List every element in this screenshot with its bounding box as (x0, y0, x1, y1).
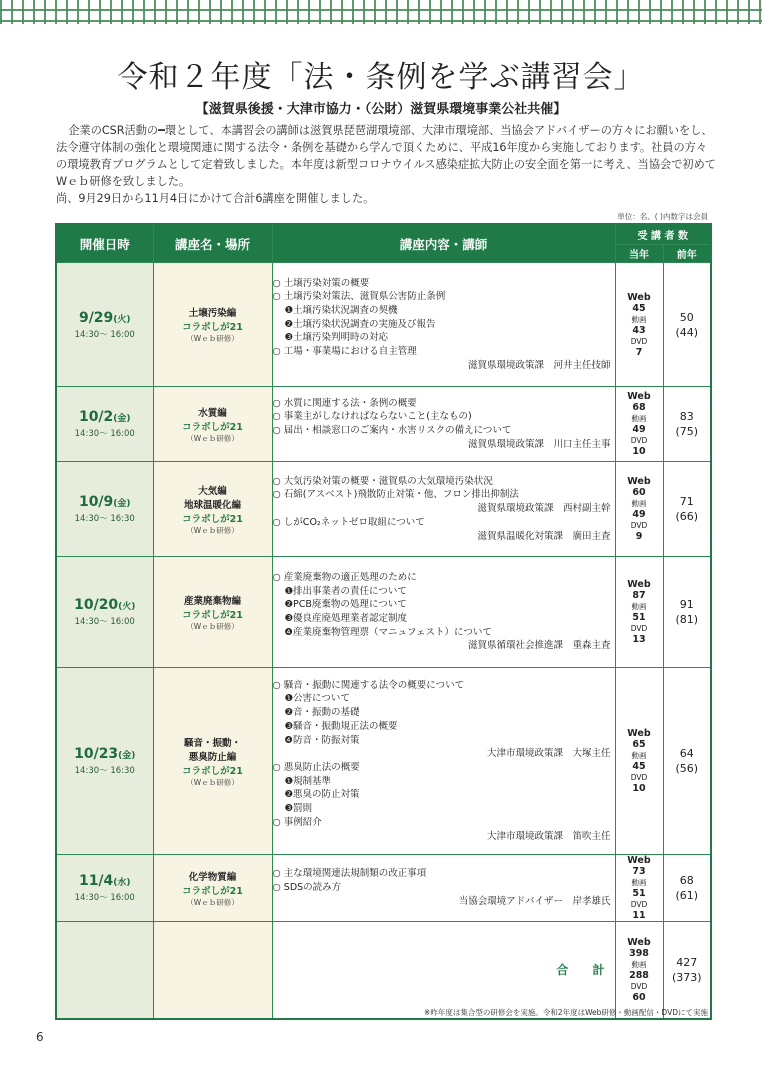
attendee-value: 87 (632, 590, 646, 601)
table-row (56, 668, 711, 855)
content-item: ○ 事例紹介 (272, 816, 322, 828)
attendee-value: 288 (629, 969, 649, 981)
attendee-value: DVD (630, 900, 648, 909)
attendee-value: 51 (632, 612, 646, 623)
content-item: ○ 石綿(アスベスト)飛散防止対策・他、フロン排出抑制法 (272, 489, 519, 501)
attendee-value: 動画 (631, 751, 647, 760)
content-item: ❹防音・防振対策 (284, 734, 360, 746)
attendee-value: 60 (632, 487, 646, 498)
attendee-value: Web (627, 579, 651, 590)
attendee-value: (66) (675, 510, 699, 523)
attendee-value: 71 (679, 495, 694, 508)
content-item: ❷音・振動の基礎 (284, 707, 360, 719)
day-of-week: (火) (113, 314, 131, 325)
course-name-cell (153, 557, 272, 668)
lecturer: 滋賀県環境政策課 河井主任技師 (467, 359, 611, 371)
footnote: ※昨年度は集合型の研修会を実施。令和2年度はWeb研修・動画配信・DVDにて実施 (424, 1008, 708, 1017)
course-name: 地球温暖化編 (183, 499, 241, 511)
content-item: ❸騒音・振動規正法の概要 (284, 720, 398, 732)
total-last-year (663, 922, 711, 1019)
attendee-value: DVD (630, 981, 648, 991)
attendee-value: Web (627, 855, 651, 866)
course-name-cell (153, 387, 272, 462)
attendee-value: 9 (635, 531, 643, 542)
course-name: 悪臭防止編 (188, 751, 237, 763)
time-range: 14:30～ 16:00 (74, 429, 135, 439)
attendees-this-year (615, 557, 663, 668)
course-name: 騒音・振動・ (183, 737, 241, 749)
attendee-value: 動画 (631, 878, 647, 887)
course-name: 水質編 (198, 407, 227, 419)
lecturer: 滋賀県環境政策課 川口主任主事 (467, 438, 611, 450)
total-blank (153, 922, 272, 1019)
attendees-last-year (663, 462, 711, 557)
intro-text (56, 122, 716, 207)
date-value: 10/2 (78, 409, 114, 425)
attendee-value: DVD (630, 336, 648, 346)
course-name: 大気編 (198, 485, 227, 497)
header-attendees: 受 講 者 数 (615, 224, 711, 244)
format-note: （Wｅｂ研修） (186, 777, 239, 787)
attendee-value: Web (627, 476, 651, 487)
time-range: 14:30～ 16:00 (74, 893, 135, 903)
content-cell (272, 263, 615, 387)
header-name: 講座名・場所 (153, 224, 272, 263)
header-content: 講座内容・講師 (272, 224, 615, 263)
content-item: ❷PCB廃棄物の処理について (284, 599, 407, 611)
content-item: ❶規制基準 (284, 775, 332, 787)
attendee-value: (81) (675, 613, 699, 626)
content-item: ○ 土壌汚染対策法、滋賀県公害防止条例 (272, 291, 446, 303)
attendee-value: Web (627, 728, 651, 739)
course-name-cell (153, 668, 272, 855)
attendee-value: 43 (632, 324, 646, 336)
attendee-value: 45 (632, 302, 646, 314)
intro-paragraph: 尚、9月29日から11月4日にかけて合計6講座を開催しました。 (56, 192, 375, 205)
lecturer: 大津市環境政策課 笛吹主任 (486, 830, 611, 842)
attendee-value: 49 (632, 509, 646, 520)
day-of-week: (金) (118, 751, 136, 761)
unit-note: 単位：名、( )内数字は会員 (617, 212, 708, 221)
attendee-value: Web (627, 291, 651, 303)
attendee-value: 65 (632, 739, 646, 750)
lecturer: 滋賀県温暖化対策課 廣田主査 (477, 530, 611, 542)
lecturer: 当協会環境アドバイザー 岸孝雄氏 (458, 895, 611, 907)
date-value: 10/9 (78, 494, 114, 510)
date-cell (56, 668, 153, 855)
content-item: ❸土壌汚染判明時の対応 (284, 332, 389, 344)
venue: コラボしが21 (182, 421, 243, 433)
attendee-value: (44) (675, 325, 699, 339)
grid-pattern-header (0, 0, 762, 28)
attendees-last-year (663, 387, 711, 462)
page-title: 令和２年度「法・条例を学ぶ講習会」 (117, 60, 645, 95)
attendee-value: DVD (630, 624, 648, 633)
attendees-this-year (615, 668, 663, 855)
attendees-last-year (663, 263, 711, 387)
venue: コラボしが21 (182, 609, 243, 621)
course-name-cell (153, 855, 272, 922)
attendee-value: Web (627, 391, 651, 402)
attendee-value: 動画 (631, 499, 647, 508)
content-item: ❹産業廃棄物管理票（マニュフェスト）について (284, 626, 492, 638)
attendee-value: (56) (675, 762, 699, 775)
date-line (57, 409, 153, 425)
content-cell (272, 462, 615, 557)
content-item: ❶排出事業者の責任について (284, 585, 407, 597)
attendee-value: 60 (632, 991, 646, 1003)
content-item: ○ 大気汚染対策の概要・滋賀県の大気環境汚染状況 (272, 475, 493, 487)
table-row (56, 263, 711, 387)
attendee-value: 68 (679, 874, 694, 887)
date-value: 11/4 (78, 873, 114, 889)
lecturer: 滋賀県循環社会推進課 重森主査 (467, 640, 611, 652)
attendee-value: 7 (635, 346, 643, 358)
attendee-value: 10 (632, 783, 646, 794)
table-row (56, 462, 711, 557)
attendee-value: 83 (679, 410, 694, 423)
attendee-value: 動画 (631, 414, 647, 423)
lecturer: 滋賀県環境政策課 西村副主幹 (477, 503, 611, 515)
content-item: ○ 工場・事業場における自主管理 (272, 346, 417, 358)
attendees-last-year (663, 668, 711, 855)
attendee-value: 45 (632, 761, 646, 772)
content-item: ❷悪臭の防止対策 (284, 789, 360, 801)
attendee-value: DVD (630, 521, 648, 530)
attendees-last-year (663, 855, 711, 922)
attendee-value: 73 (632, 866, 646, 877)
date-line (57, 310, 153, 326)
format-note: （Wｅｂ研修） (186, 334, 239, 343)
date-cell (56, 387, 153, 462)
total-label: 合 計 (272, 922, 615, 1019)
format-note: （Wｅｂ研修） (186, 621, 239, 631)
attendee-value: Web (627, 936, 651, 948)
venue: コラボしが21 (182, 513, 243, 525)
course-name: 土壌汚染編 (188, 308, 237, 319)
venue: コラボしが21 (182, 885, 243, 897)
day-of-week: (水) (113, 878, 131, 888)
attendees-this-year (615, 462, 663, 557)
content-item: ❶公害について (284, 693, 350, 705)
table-row (56, 557, 711, 668)
content-item: ○ SDSの読み方 (272, 882, 342, 894)
attendee-value: 398 (629, 947, 649, 959)
attendee-value: 49 (632, 424, 646, 435)
content-item: ○ 土壌汚染対策の概要 (272, 277, 370, 289)
lecturer: 大津市環境政策課 大塚主任 (486, 748, 611, 760)
content-cell (272, 668, 615, 855)
attendees-this-year (615, 387, 663, 462)
content-cell (272, 387, 615, 462)
content-item: ○ 届出・相談窓口のご案内・水害リスクの備えについて (272, 425, 512, 436)
content-item: ○ 主な環境関連法規制類の改正事項 (272, 868, 427, 880)
content-item: ❸罰則 (284, 803, 313, 815)
table-row (56, 855, 711, 922)
header-this-year: 当年 (615, 244, 663, 262)
page-subtitle: 【滋賀県後援・大津市協力・（公財）滋賀県環境事業公社共催】 (195, 102, 567, 117)
date-line (57, 597, 153, 613)
attendees-this-year (615, 263, 663, 387)
attendee-value: 68 (632, 402, 646, 413)
content-item: ○ 悪臭防止法の概要 (272, 762, 360, 773)
content-cell (272, 557, 615, 668)
attendee-value: 13 (632, 634, 646, 645)
page-number: 6 (36, 1030, 44, 1044)
time-range: 14:30～ 16:00 (74, 617, 135, 627)
total-this-year (615, 922, 663, 1019)
date-cell (56, 557, 153, 668)
attendee-value: DVD (630, 773, 648, 782)
format-note: （Wｅｂ研修） (186, 433, 239, 443)
content-cell (272, 855, 615, 922)
attendee-value: 51 (632, 888, 646, 899)
attendee-value: DVD (630, 436, 648, 445)
table-body (56, 263, 711, 1019)
time-range: 14:30～ 16:30 (74, 514, 135, 524)
header-date: 開催日時 (56, 224, 153, 263)
content-item: ○ 事業主がしなければならないこと(主なもの) (272, 411, 472, 423)
day-of-week: (金) (113, 499, 131, 509)
attendee-value: 50 (679, 310, 694, 324)
time-range: 14:30～ 16:00 (74, 329, 135, 340)
venue: コラボしが21 (182, 322, 243, 333)
course-name: 化学物質編 (188, 871, 237, 883)
attendee-value: 動画 (631, 959, 647, 969)
content-item: ❸優良産廃処理業者認定制度 (284, 613, 408, 624)
total-row (56, 922, 711, 1019)
attendees-this-year (615, 855, 663, 922)
day-of-week: (金) (113, 414, 131, 424)
content-item: ❷土壌汚染状況調査の実施及び報告 (284, 318, 436, 330)
attendee-value: 11 (632, 910, 646, 921)
format-note: （Wｅｂ研修） (186, 525, 239, 535)
date-line (57, 873, 153, 889)
content-item: ○ 産業廃棄物の適正処理のために (272, 571, 417, 583)
attendee-value: 動画 (631, 602, 647, 611)
attendee-value: 427 (676, 955, 698, 969)
attendee-value: (75) (675, 425, 699, 438)
time-range: 14:30～ 16:30 (74, 766, 135, 776)
date-line (57, 494, 153, 510)
content-item: ○ 騒音・振動に関連する法令の概要について (272, 679, 465, 691)
date-cell (56, 263, 153, 387)
course-name: 産業廃棄物編 (183, 595, 241, 607)
attendee-value: 10 (632, 446, 646, 457)
date-value: 9/29 (78, 309, 114, 326)
content-item: ❶土壌汚染状況調査の契機 (284, 304, 398, 316)
date-cell (56, 855, 153, 922)
attendee-value: 91 (679, 598, 694, 611)
table-row (56, 387, 711, 462)
day-of-week: (火) (118, 602, 136, 612)
attendee-value: (61) (675, 889, 699, 902)
header-last-year: 前年 (663, 244, 711, 262)
attendee-value: 動画 (631, 314, 647, 324)
seminar-table (55, 223, 712, 1020)
format-note: （Wｅｂ研修） (186, 897, 239, 907)
venue: コラボしが21 (182, 765, 243, 777)
date-value: 10/20 (74, 597, 119, 613)
date-value: 10/23 (74, 746, 119, 762)
attendee-value: (373) (671, 970, 702, 984)
content-item: ○ 水質に関連する法・条例の概要 (272, 397, 417, 409)
content-item: ○ しがCO₂ネットゼロ取組について (272, 516, 425, 528)
intro-paragraph: 企業のCSR活動の━環として、本講習会の講師は滋賀県琵琶湖環境部、大津市環境部、当協会アドバイザーの方々にお願いをし、法令遵守体制の強化と環境関連に関する法令・条例を基礎から学んで頂くために、平成16年度から実施しております。社員の方々の環境教育プログラムとして定着致しました。本年度は新型コロナウイルス感染症拡大防止の安全面を第一に考え、当協会で初めてWｅｂ研修を致しました。 (56, 124, 716, 188)
attendee-value: 64 (679, 747, 694, 760)
date-line (57, 746, 153, 762)
course-name-cell (153, 462, 272, 557)
course-name-cell (153, 263, 272, 387)
date-cell (56, 462, 153, 557)
total-blank (56, 922, 153, 1019)
attendees-last-year (663, 557, 711, 668)
